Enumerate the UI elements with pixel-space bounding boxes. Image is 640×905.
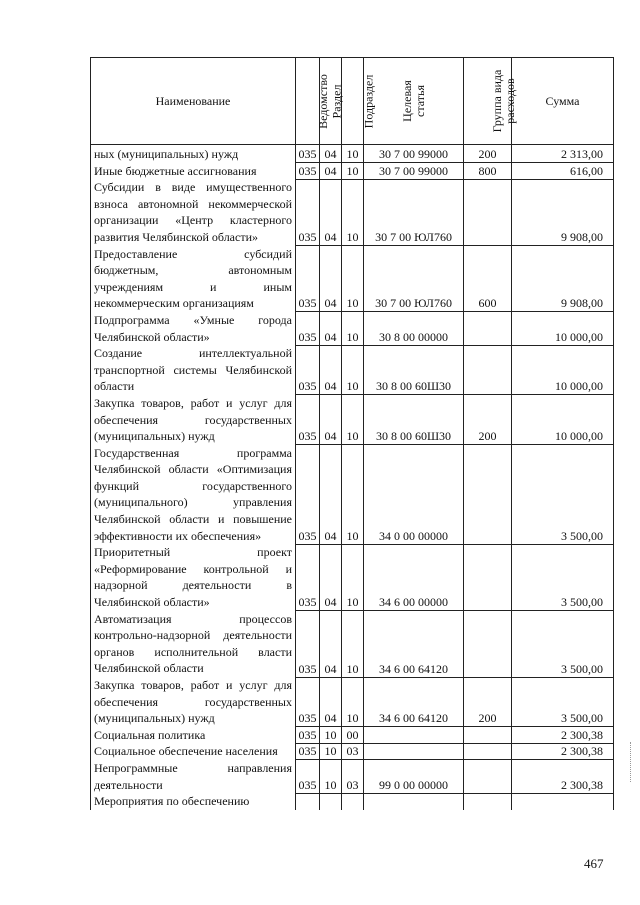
- cell-vedomstvo: 035: [296, 760, 320, 793]
- cell-gruppa: 200: [464, 145, 512, 163]
- table-row: [91, 145, 614, 163]
- cell-vedomstvo: 035: [296, 345, 320, 395]
- cell-summa: 2 300,38: [512, 760, 614, 793]
- cell-podrazdel: 03: [342, 743, 364, 760]
- cell-celevaya: 34 0 00 00000: [364, 445, 464, 545]
- header-name: Наименование: [91, 58, 296, 145]
- cell-gruppa: [464, 179, 512, 245]
- cell-podrazdel: 10: [342, 677, 364, 727]
- cell-gruppa: 200: [464, 395, 512, 445]
- cell-celevaya: [364, 743, 464, 760]
- cell-razdel: 04: [320, 611, 342, 677]
- cell-podrazdel: 10: [342, 611, 364, 677]
- cell-vedomstvo: 035: [296, 395, 320, 445]
- cell-vedomstvo: 035: [296, 611, 320, 677]
- cell-vedomstvo: 035: [296, 743, 320, 760]
- cell-celevaya: 30 7 00 99000: [364, 145, 464, 163]
- cell-celevaya: 30 7 00 99000: [364, 163, 464, 180]
- cell-celevaya: 30 8 00 00000: [364, 312, 464, 345]
- header-vedomstvo: Ведомство: [296, 58, 320, 145]
- cell-gruppa: 600: [464, 246, 512, 312]
- cell-summa: 9 908,00: [512, 246, 614, 312]
- table-body: [91, 145, 614, 810]
- cell-razdel: 04: [320, 544, 342, 610]
- cell-vedomstvo: 035: [296, 312, 320, 345]
- cell-razdel: 04: [320, 395, 342, 445]
- cell-celevaya: [364, 727, 464, 744]
- cell-podrazdel: 10: [342, 544, 364, 610]
- cell-gruppa: [464, 727, 512, 744]
- cell-celevaya: 34 6 00 00000: [364, 544, 464, 610]
- scan-mark: [630, 742, 632, 782]
- cell-celevaya: 30 8 00 60Ш30: [364, 345, 464, 395]
- cell-summa: 10 000,00: [512, 345, 614, 395]
- cell-razdel: 04: [320, 677, 342, 727]
- cell-name: Социальное обеспечение населения: [91, 743, 296, 760]
- cell-name: Автоматизация процессов контрольно-надзорной деятельности органов исполнительной власти Челябинской области: [91, 611, 296, 677]
- cell-razdel: [320, 793, 342, 810]
- header-celevaya: Целевая статья: [364, 58, 464, 145]
- cell-celevaya: 34 6 00 64120: [364, 677, 464, 727]
- cell-name: Создание интеллектуальной транспортной системы Челябинской области: [91, 345, 296, 395]
- cell-celevaya: 30 8 00 60Ш30: [364, 395, 464, 445]
- table-row: [91, 611, 614, 677]
- header-gruppa: Группа вида расходов: [464, 58, 512, 145]
- cell-summa: 3 500,00: [512, 677, 614, 727]
- table-row: [91, 163, 614, 180]
- cell-razdel: 04: [320, 145, 342, 163]
- table-row: [91, 395, 614, 445]
- table-row: [91, 345, 614, 395]
- cell-name: ных (муниципальных) нужд: [91, 145, 296, 163]
- cell-name: Иные бюджетные ассигнования: [91, 163, 296, 180]
- cell-name: Непрограммные направления деятельности: [91, 760, 296, 793]
- cell-vedomstvo: 035: [296, 145, 320, 163]
- table-row: [91, 743, 614, 760]
- header-razdel: Раздел: [320, 58, 342, 145]
- cell-razdel: 04: [320, 163, 342, 180]
- cell-gruppa: [464, 544, 512, 610]
- cell-podrazdel: 00: [342, 727, 364, 744]
- table-row: [91, 544, 614, 610]
- cell-celevaya: 34 6 00 64120: [364, 611, 464, 677]
- cell-gruppa: 800: [464, 163, 512, 180]
- cell-celevaya: [364, 793, 464, 810]
- cell-vedomstvo: 035: [296, 246, 320, 312]
- cell-summa: 2 300,38: [512, 743, 614, 760]
- table-row: [91, 312, 614, 345]
- cell-razdel: 10: [320, 743, 342, 760]
- table-header: [91, 58, 614, 145]
- cell-summa: 3 500,00: [512, 544, 614, 610]
- cell-podrazdel: 10: [342, 445, 364, 545]
- cell-summa: 3 500,00: [512, 611, 614, 677]
- cell-gruppa: [464, 445, 512, 545]
- cell-podrazdel: 10: [342, 345, 364, 395]
- cell-vedomstvo: 035: [296, 163, 320, 180]
- cell-celevaya: 30 7 00 ЮЛ760: [364, 179, 464, 245]
- cell-summa: 2 300,38: [512, 727, 614, 744]
- cell-vedomstvo: 035: [296, 677, 320, 727]
- table-row: [91, 760, 614, 793]
- cell-gruppa: [464, 611, 512, 677]
- cell-vedomstvo: [296, 793, 320, 810]
- table-row: [91, 179, 614, 245]
- cell-vedomstvo: 035: [296, 544, 320, 610]
- cell-celevaya: 99 0 00 00000: [364, 760, 464, 793]
- cell-podrazdel: [342, 793, 364, 810]
- cell-summa: 3 500,00: [512, 445, 614, 545]
- table-row: [91, 677, 614, 727]
- cell-name: Приоритетный проект «Реформирование контрольной и надзорной деятельности в Челябинской области»: [91, 544, 296, 610]
- header-summa: Сумма: [512, 58, 614, 145]
- cell-name: Предоставление субсидий бюджетным, автономным учреждениям и иным некоммерческим организациям: [91, 246, 296, 312]
- cell-razdel: 10: [320, 760, 342, 793]
- table-row: [91, 445, 614, 545]
- cell-razdel: 04: [320, 445, 342, 545]
- cell-podrazdel: 10: [342, 246, 364, 312]
- cell-razdel: 10: [320, 727, 342, 744]
- cell-celevaya: 30 7 00 ЮЛ760: [364, 246, 464, 312]
- cell-podrazdel: 10: [342, 163, 364, 180]
- cell-name: Закупка товаров, работ и услуг для обеспечения государственных (муниципальных) нужд: [91, 395, 296, 445]
- cell-summa: [512, 793, 614, 810]
- table-row: [91, 727, 614, 744]
- cell-podrazdel: 10: [342, 179, 364, 245]
- cell-gruppa: [464, 760, 512, 793]
- cell-vedomstvo: 035: [296, 727, 320, 744]
- cell-name: Мероприятия по обеспечению: [91, 793, 296, 810]
- cell-summa: 10 000,00: [512, 395, 614, 445]
- cell-gruppa: [464, 345, 512, 395]
- cell-summa: 616,00: [512, 163, 614, 180]
- budget-table: [90, 57, 614, 810]
- cell-summa: 2 313,00: [512, 145, 614, 163]
- cell-name: Закупка товаров, работ и услуг для обеспечения государственных (муниципальных) нужд: [91, 677, 296, 727]
- cell-podrazdel: 10: [342, 312, 364, 345]
- cell-razdel: 04: [320, 246, 342, 312]
- cell-vedomstvo: 035: [296, 179, 320, 245]
- cell-razdel: 04: [320, 179, 342, 245]
- cell-podrazdel: 10: [342, 395, 364, 445]
- cell-name: Подпрограмма «Умные города Челябинской области»: [91, 312, 296, 345]
- cell-summa: 9 908,00: [512, 179, 614, 245]
- header-podrazdel: Подраздел: [342, 58, 364, 145]
- cell-razdel: 04: [320, 312, 342, 345]
- cell-gruppa: [464, 743, 512, 760]
- cell-summa: 10 000,00: [512, 312, 614, 345]
- cell-name: Субсидии в виде имущественного взноса автономной некоммерческой организации «Центр кластерного развития Челябинской области»: [91, 179, 296, 245]
- cell-razdel: 04: [320, 345, 342, 395]
- cell-vedomstvo: 035: [296, 445, 320, 545]
- cell-podrazdel: 03: [342, 760, 364, 793]
- cell-gruppa: [464, 793, 512, 810]
- cell-podrazdel: 10: [342, 145, 364, 163]
- cell-gruppa: [464, 312, 512, 345]
- table-row: [91, 793, 614, 810]
- cell-name: Государственная программа Челябинской области «Оптимизация функций государственного (муниципального) управления Челябинской области и повышение эффективности их обеспечения»: [91, 445, 296, 545]
- cell-name: Социальная политика: [91, 727, 296, 744]
- table-row: [91, 246, 614, 312]
- page-number: 467: [584, 856, 604, 871]
- cell-gruppa: 200: [464, 677, 512, 727]
